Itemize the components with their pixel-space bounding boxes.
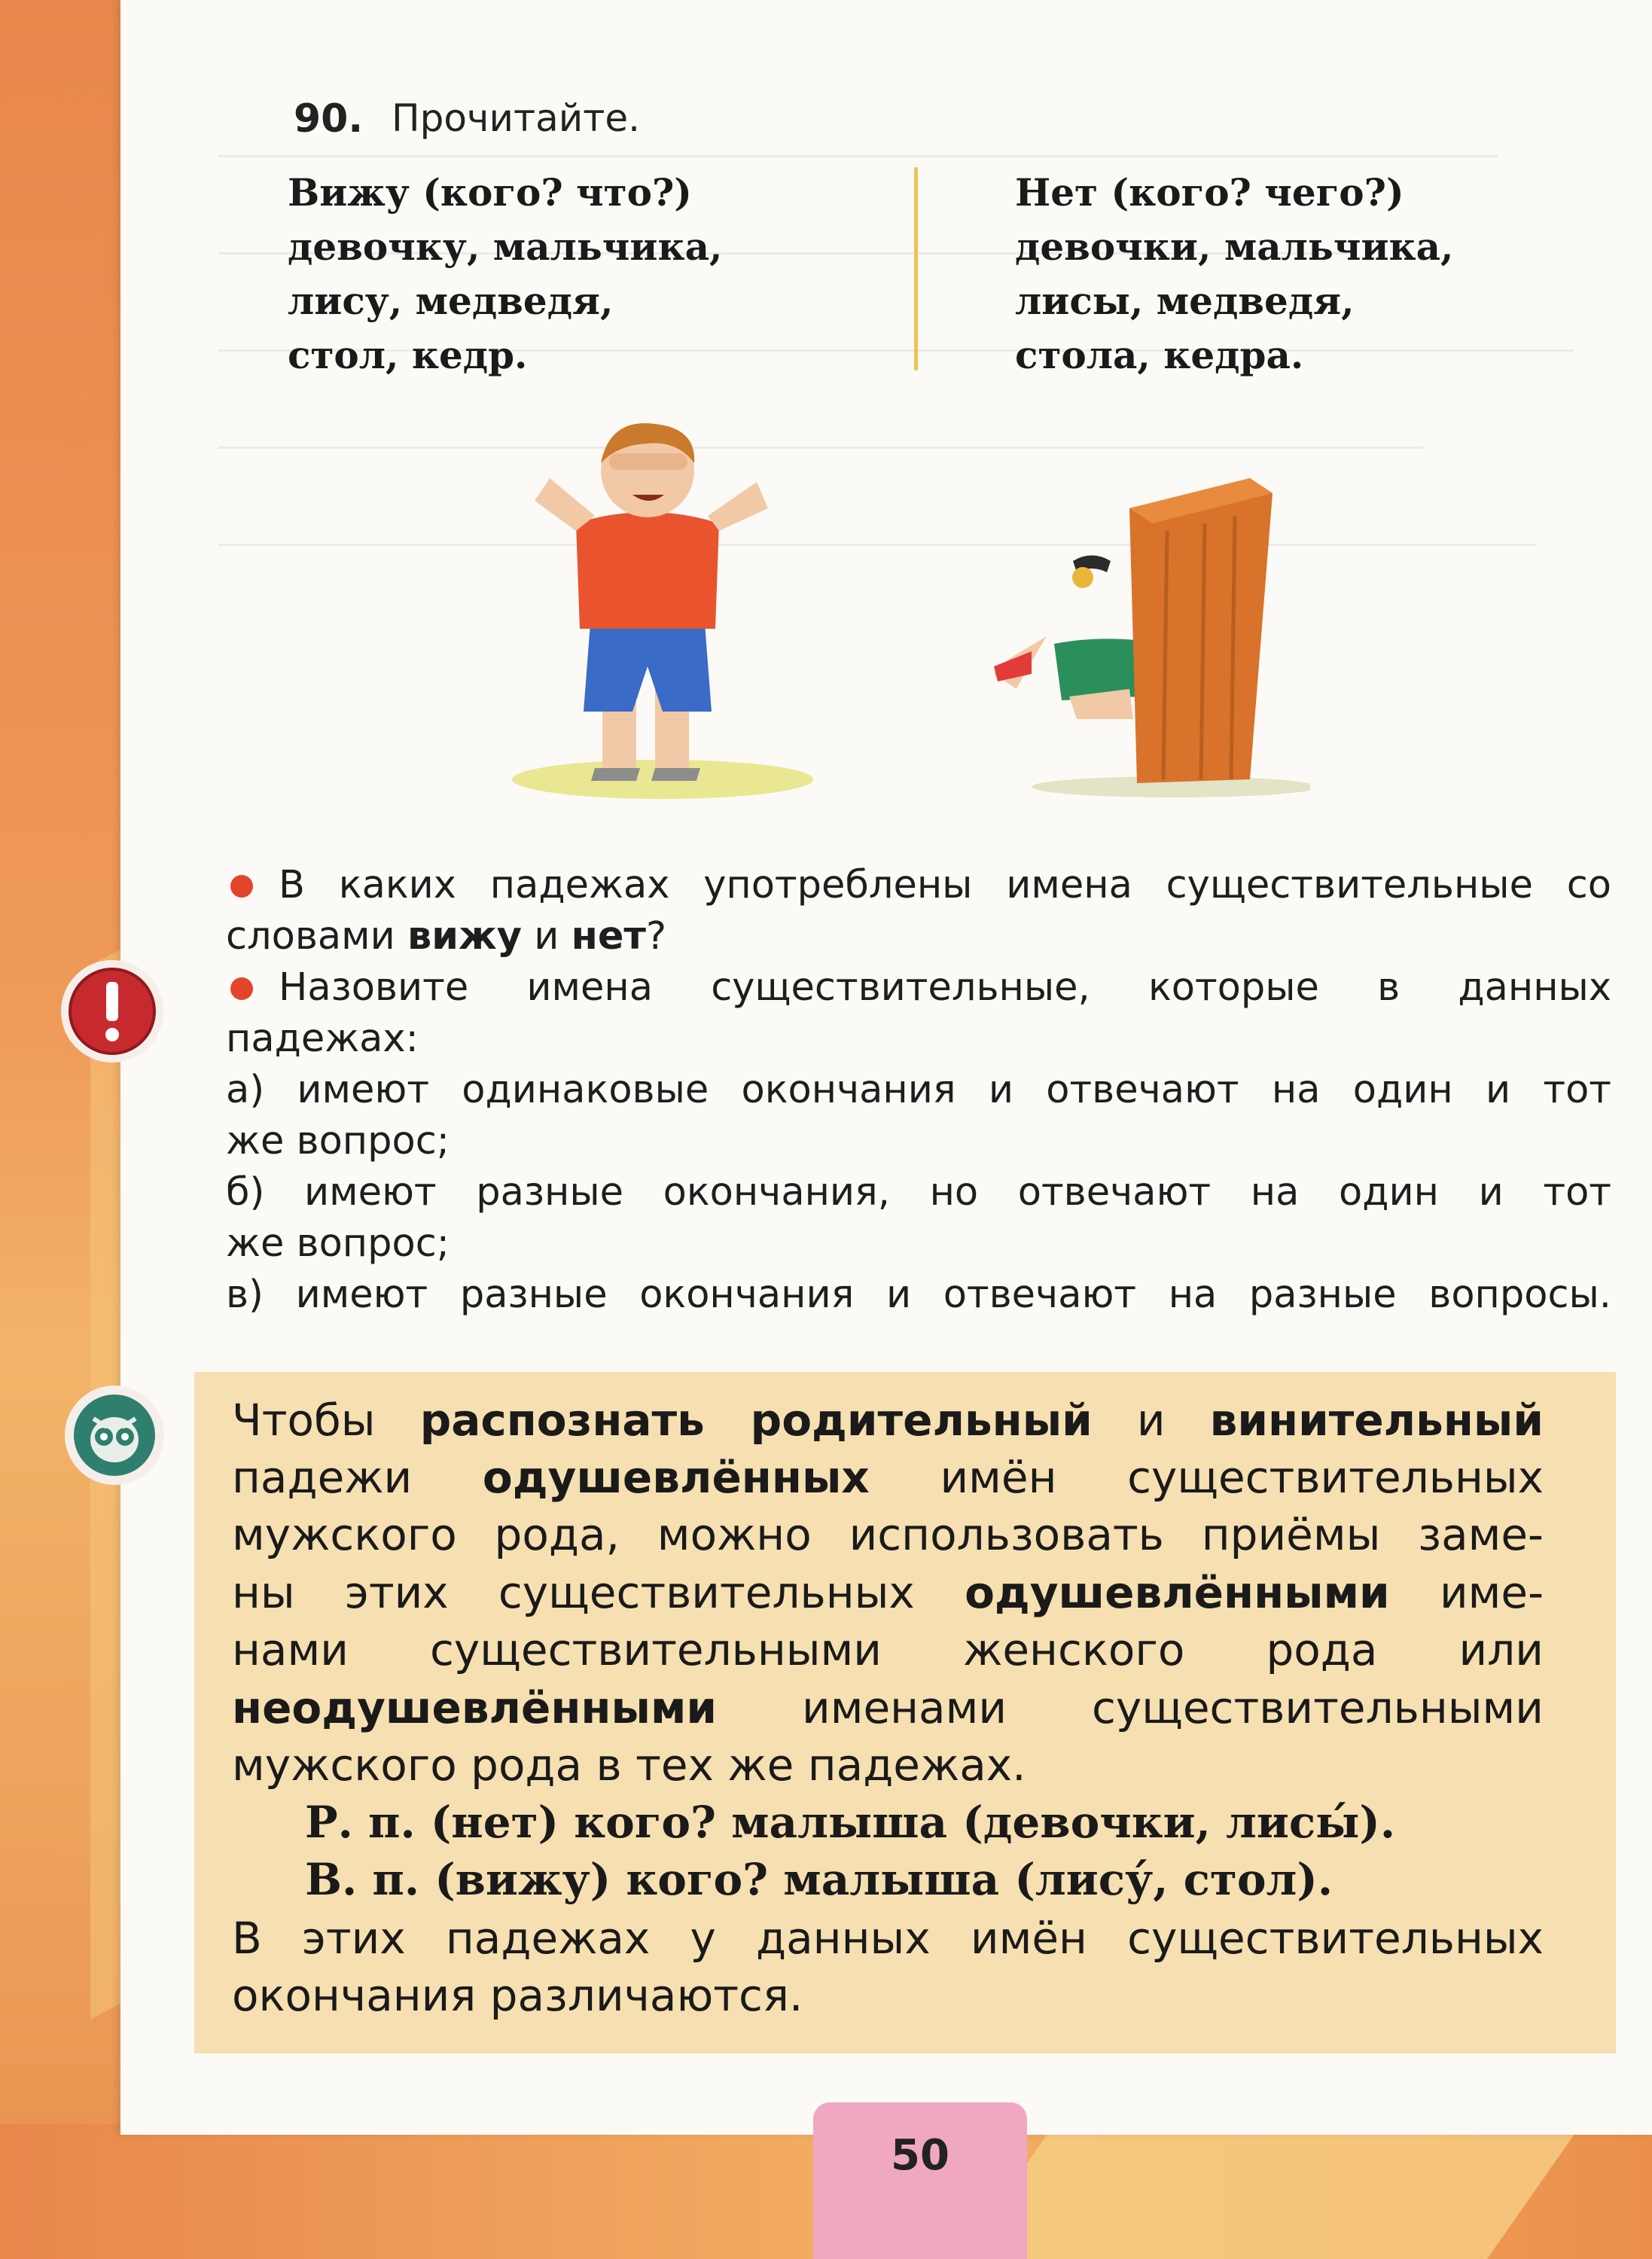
- option-b-line-1: б) имеют разные окончания, но отвечают на один и тот: [226, 1170, 1611, 1215]
- rule-text: име-: [1439, 1567, 1544, 1618]
- rule-text: Чтобы: [232, 1395, 376, 1446]
- rule-line: нами существительными женского рода или: [232, 1624, 1544, 1675]
- rule-line: мужского рода в тех же падежах.: [232, 1739, 1026, 1791]
- rule-text: имён существительных: [940, 1452, 1544, 1503]
- question-1-line-2: [226, 911, 1611, 962]
- question-text: ?: [646, 914, 667, 959]
- left-column-heading: Вижу (кого? что?): [288, 170, 692, 215]
- rule-line: [232, 1679, 1544, 1737]
- right-column-heading: Нет (кого? чего?): [1015, 170, 1404, 215]
- bullet-icon: [230, 875, 253, 898]
- option-a-line-2: же вопрос;: [226, 1119, 450, 1163]
- rule-line: [232, 1564, 1544, 1622]
- rule-term: одушевлённых: [482, 1452, 870, 1503]
- rule-example-genitive: Р. п. (нет) кого? малыша (девочки, лисы́).: [305, 1797, 1396, 1848]
- question-text: Назовите имена существительные, которые в данных: [279, 965, 1611, 1010]
- rule-term: распознать родительный: [419, 1395, 1093, 1446]
- left-example-column: [288, 166, 722, 383]
- important-icon: [59, 958, 166, 1065]
- right-column-line: девочки, мальчика,: [1015, 224, 1454, 269]
- question-text: В каких падежах употреблены имена существительные со: [279, 863, 1611, 907]
- page-number: 50: [891, 2131, 949, 2180]
- page-number-tab: [813, 2102, 1027, 2259]
- rule-term: одушевлёнными: [965, 1567, 1390, 1618]
- highlight-word: нет: [571, 914, 646, 959]
- left-column-line: стол, кедр.: [288, 333, 528, 377]
- question-1-line-1: [226, 860, 1611, 911]
- exercise-number: 90.: [294, 96, 364, 142]
- rule-text: и: [1136, 1395, 1166, 1446]
- rule-text: падежи: [232, 1452, 413, 1503]
- option-a-line-1: а) имеют одинаковые окончания и отвечают на один и тот: [226, 1068, 1611, 1112]
- right-column-line: лисы, медведя,: [1015, 279, 1355, 323]
- exercise-instruction: Прочитайте.: [392, 96, 641, 140]
- left-column-line: девочку, мальчика,: [288, 224, 723, 269]
- girl-hiding-illustration: [979, 448, 1310, 802]
- rule-line: мужского рода, можно использовать приёмы заме-: [232, 1509, 1544, 1560]
- option-b-line-2: же вопрос;: [226, 1221, 450, 1266]
- bullet-icon: [230, 977, 253, 1000]
- column-divider: [914, 167, 918, 370]
- rule-text: ны этих существительных: [232, 1567, 915, 1618]
- option-c-line: в) имеют разные окончания и отвечают на разные вопросы.: [226, 1273, 1611, 1317]
- rule-term: винительный: [1209, 1395, 1544, 1446]
- rule-term: неодушевлёнными: [232, 1682, 718, 1733]
- question-text: словами: [226, 914, 395, 959]
- boy-illustration: [504, 410, 821, 809]
- question-text: и: [534, 914, 559, 959]
- owl-rule-icon: [63, 1384, 166, 1486]
- rule-text: именами существительными: [802, 1682, 1544, 1733]
- right-example-column: [1015, 166, 1453, 383]
- left-column-line: лису, медведя,: [288, 279, 614, 323]
- rule-line: В этих падежах у данных имён существительных: [232, 1913, 1544, 1964]
- highlight-word: вижу: [407, 914, 523, 959]
- rule-line: [232, 1392, 1544, 1450]
- rule-example-accusative: В. п. (вижу) кого? малыша (лису́, стол).: [305, 1854, 1333, 1905]
- question-2-line-1: [226, 962, 1611, 1014]
- rule-line: окончания различаются.: [232, 1970, 803, 2021]
- right-column-line: стола, кедра.: [1015, 333, 1304, 377]
- question-2-line-2: падежах:: [226, 1017, 419, 1061]
- rule-line: [232, 1449, 1544, 1507]
